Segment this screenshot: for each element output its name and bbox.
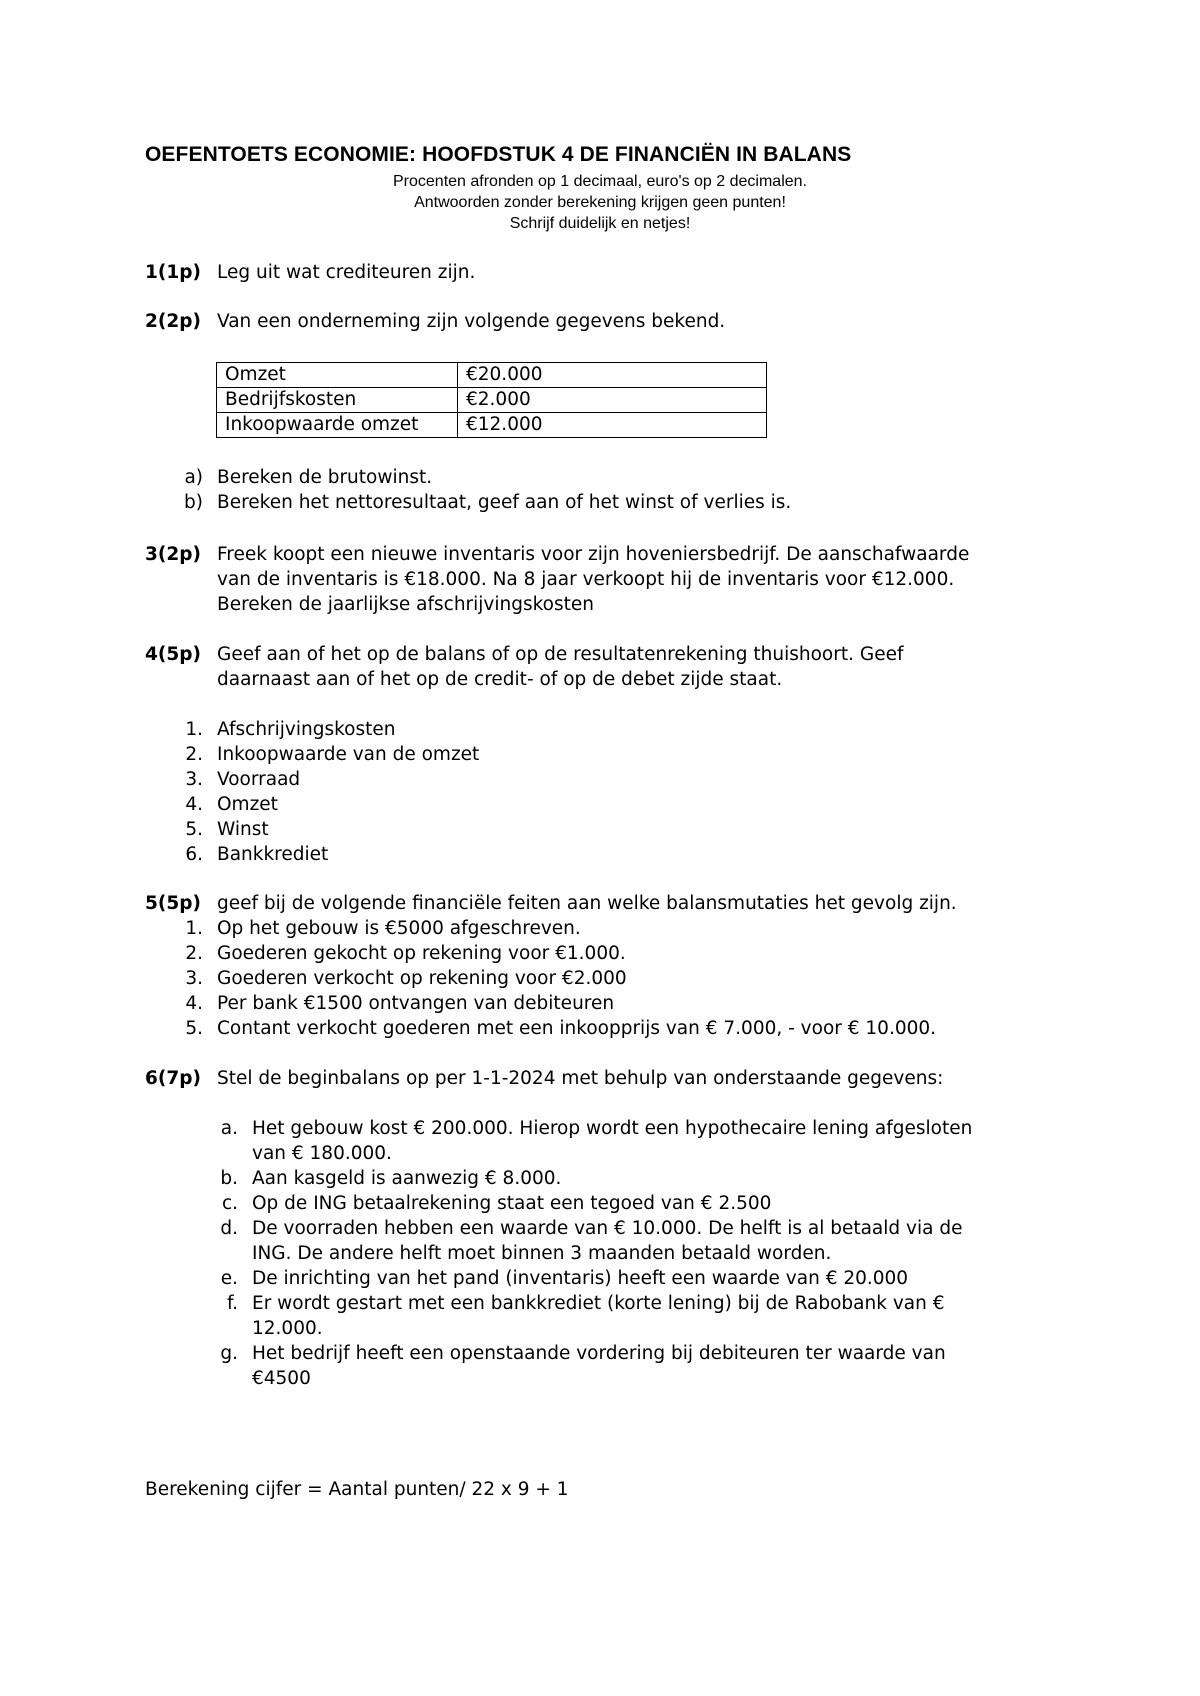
list-item-text: De voorraden hebben een waarde van € 10.000. De helft is al betaald via de xyxy=(252,1218,963,1239)
instruction-line: Antwoorden zonder berekening krijgen geen punten! xyxy=(414,194,786,211)
question-1 xyxy=(145,260,475,285)
table-row xyxy=(217,388,767,413)
list-item-continuation: 12.000. xyxy=(252,1318,323,1339)
question-text: geef bij de volgende financiële feiten aan welke balansmutaties het gevolg zijn. xyxy=(217,893,957,914)
list-marker: d. xyxy=(220,1218,238,1239)
list-item xyxy=(185,817,269,842)
question-text: Stel de beginbalans op per 1-1-2024 met behulp van onderstaande gegevens: xyxy=(217,1068,944,1089)
list-item-text: Bereken het nettoresultaat, geef aan of het winst of verlies is. xyxy=(217,492,792,513)
list-item xyxy=(220,1216,963,1241)
question-text: daarnaast aan of het op de credit- of op de debet zijde staat. xyxy=(217,669,783,690)
list-item xyxy=(221,1191,772,1216)
question-number: 4(5p) xyxy=(145,644,201,665)
question-text: Van een onderneming zijn volgende gegevens bekend. xyxy=(217,311,726,332)
table-cell-value: €12.000 xyxy=(458,413,767,438)
list-item-text: De inrichting van het pand (inventaris) heeft een waarde van € 20.000 xyxy=(252,1268,909,1289)
list-item xyxy=(184,465,433,490)
question-4 xyxy=(145,642,903,667)
list-marker: 3. xyxy=(185,968,203,989)
question-3 xyxy=(145,542,969,567)
financial-data-table xyxy=(216,362,767,438)
list-item-text: Winst xyxy=(217,819,269,840)
list-marker: 3. xyxy=(185,769,203,790)
list-item xyxy=(226,1291,945,1316)
list-marker: 5. xyxy=(185,819,203,840)
question-6 xyxy=(145,1066,943,1091)
list-item-text: Contant verkocht goederen met een inkoopprijs van € 7.000, - voor € 10.000. xyxy=(217,1018,937,1039)
list-marker: a. xyxy=(220,1118,238,1139)
instruction-line: Schrijf duidelijk en netjes! xyxy=(509,215,691,232)
list-marker: 6. xyxy=(185,844,203,865)
question-number: 1(1p) xyxy=(145,262,201,283)
question-text: Geef aan of het op de balans of op de resultatenrekening thuishoort. Geef xyxy=(217,644,904,665)
table-cell-label: Omzet xyxy=(217,363,458,388)
table-row xyxy=(217,413,767,438)
list-marker: b) xyxy=(184,492,203,513)
list-marker: 2. xyxy=(185,744,203,765)
list-marker: 5. xyxy=(185,1018,203,1039)
list-item-text: Er wordt gestart met een bankkrediet (korte lening) bij de Rabobank van € xyxy=(252,1293,945,1314)
list-marker: g. xyxy=(220,1343,238,1364)
question-number: 5(5p) xyxy=(145,893,201,914)
question-text: Bereken de jaarlijkse afschrijvingskosten xyxy=(217,594,594,615)
list-marker: c. xyxy=(221,1193,238,1214)
list-item xyxy=(185,767,301,792)
list-item-text: Per bank €1500 ontvangen van debiteuren xyxy=(217,993,615,1014)
list-item-continuation: van € 180.000. xyxy=(252,1143,392,1164)
list-item-text: Het gebouw kost € 200.000. Hierop wordt een hypothecaire lening afgesloten xyxy=(252,1118,973,1139)
list-item xyxy=(185,742,480,767)
list-item-text: Aan kasgeld is aanwezig € 8.000. xyxy=(252,1168,562,1189)
table-cell-label: Bedrijfskosten xyxy=(217,388,458,413)
list-item-text: Op de ING betaalrekening staat een tegoed van € 2.500 xyxy=(252,1193,772,1214)
list-item-text: Voorraad xyxy=(217,769,301,790)
question-5 xyxy=(145,891,957,916)
list-item-text: Het bedrijf heeft een openstaande vordering bij debiteuren ter waarde van xyxy=(252,1343,946,1364)
list-marker: e. xyxy=(220,1268,238,1289)
question-number: 6(7p) xyxy=(145,1068,201,1089)
list-marker: 4. xyxy=(185,794,203,815)
list-marker: b. xyxy=(220,1168,238,1189)
instruction-line: Procenten afronden op 1 decimaal, euro's op 2 decimalen. xyxy=(393,173,807,190)
table-row xyxy=(217,363,767,388)
list-item xyxy=(220,1166,562,1191)
list-item xyxy=(185,941,626,966)
list-item-text: Afschrijvingskosten xyxy=(217,719,396,740)
list-item-text: Goederen verkocht op rekening voor €2.000 xyxy=(217,968,627,989)
list-item-continuation: €4500 xyxy=(252,1368,311,1389)
question-2 xyxy=(145,309,725,334)
list-item xyxy=(185,966,627,991)
list-item xyxy=(185,1016,937,1041)
list-item xyxy=(185,717,396,742)
list-item xyxy=(184,490,792,515)
grade-formula: Berekening cijfer = Aantal punten/ 22 x 9 + 1 xyxy=(145,1479,569,1500)
list-item xyxy=(220,1341,946,1366)
list-marker: 4. xyxy=(185,993,203,1014)
question-number: 2(2p) xyxy=(145,311,201,332)
list-item-text: Goederen gekocht op rekening voor €1.000. xyxy=(217,943,626,964)
list-item-text: Inkoopwaarde van de omzet xyxy=(217,744,480,765)
list-item xyxy=(220,1266,909,1291)
table-cell-label: Inkoopwaarde omzet xyxy=(217,413,458,438)
list-marker: 1. xyxy=(185,918,203,939)
question-number: 3(2p) xyxy=(145,544,201,565)
list-item-continuation: ING. De andere helft moet binnen 3 maanden betaald worden. xyxy=(252,1243,832,1264)
list-item-text: Bereken de brutowinst. xyxy=(217,467,433,488)
list-item xyxy=(185,916,581,941)
list-item-text: Bankkrediet xyxy=(217,844,329,865)
question-text: Freek koopt een nieuwe inventaris voor zijn hoveniersbedrijf. De aanschafwaarde xyxy=(217,544,970,565)
list-marker: 1. xyxy=(185,719,203,740)
table-cell-value: €2.000 xyxy=(458,388,767,413)
list-marker: 2. xyxy=(185,943,203,964)
list-item xyxy=(220,1116,973,1141)
list-item-text: Omzet xyxy=(217,794,278,815)
question-text: Leg uit wat crediteuren zijn. xyxy=(217,262,476,283)
list-marker: a) xyxy=(184,467,203,488)
list-item-text: Op het gebouw is €5000 afgeschreven. xyxy=(217,918,581,939)
list-marker: f. xyxy=(226,1293,238,1314)
list-item xyxy=(185,991,615,1016)
table-cell-value: €20.000 xyxy=(458,363,767,388)
list-item xyxy=(185,842,329,867)
page-title: OEFENTOETS ECONOMIE: HOOFDSTUK 4 DE FINANCIËN IN BALANS xyxy=(145,143,852,166)
question-text: van de inventaris is €18.000. Na 8 jaar verkoopt hij de inventaris voor €12.000. xyxy=(217,569,955,590)
list-item xyxy=(185,792,278,817)
